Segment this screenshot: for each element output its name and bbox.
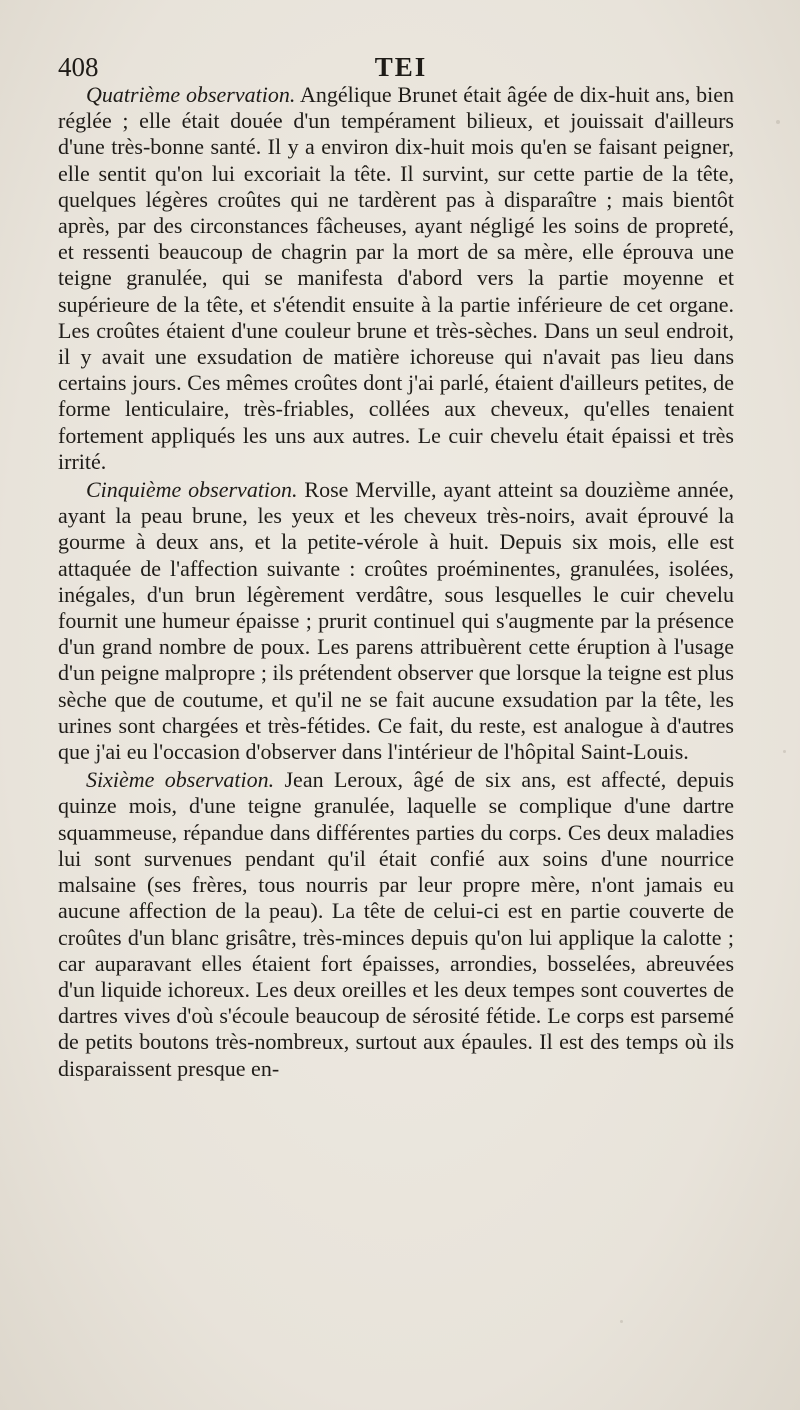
running-head: TEI	[374, 52, 428, 82]
observation-4-paragraph	[58, 82, 734, 475]
page-number: 408	[58, 52, 99, 82]
body-text	[58, 82, 734, 1084]
observation-5-body: Rose Merville, ayant atteint sa douzième année, ayant la peau brune, les yeux et les cheveux très-noirs, avait éprouvé la gourme à deux ans, et la petite-vérole à huit. Depuis six mois, elle est attaquée de l'affection suivante : croûtes proéminentes, granulées, isolées, inégales, d'un brun légèrement verdâtre, sous lesquelles le cuir chevelu fournit une humeur épaisse ; prurit continuel qui s'augmente par la présence d'un grand nombre de poux. Les parens attribuèrent cette éruption à l'usage d'un peigne malpropre ; ils prétendent observer que lorsque la teigne est plus sèche que de coutume, et qu'il ne se fait aucune exsudation par la tête, les urines sont chargées et très-fétides. Ce fait, du reste, est analogue à d'autres que j'ai eu l'occasion d'observer dans l'intérieur de l'hôpital Saint-Louis.	[58, 477, 735, 765]
observation-6-body: Jean Leroux, âgé de six ans, est affecté, depuis quinze mois, d'une teigne granulée, laquelle se complique d'une dartre squammeuse, répandue dans différentes parties du corps. Ces deux maladies lui sont survenues pendant qu'il était confié aux soins d'une nourrice malsaine (ses frères, tous nourris par leur propre mère, n'ont jamais eu aucune affection de la peau). La tête de celui-ci est en partie couverte de croûtes d'un blanc grisâtre, très-minces depuis qu'on lui applique la calotte ; car auparavant elles étaient fort épaisses, arrondies, bosselées, abreuvées d'un liquide ichoreux. Les deux oreilles et les deux tempes sont couvertes de dartres vives d'où s'écoule beaucoup de sérosité fétide. Le corps est parsemé de petits boutons très-nombreux, surtout aux épaules. Il est des temps où ils disparaissent presque en-	[58, 767, 735, 1081]
paper-speck	[783, 750, 786, 753]
observation-6-paragraph	[58, 767, 734, 1081]
observation-4-title: Quatrième observation.	[86, 82, 296, 107]
observation-5-title: Cinquième observation.	[86, 477, 298, 503]
page-header	[58, 52, 744, 86]
observation-6-title: Sixième observation.	[86, 767, 275, 793]
observation-4-body: Angélique Brunet était âgée de dix-huit ans, bien réglée ; elle était douée d'un tempérament bilieux, et jouissait d'ailleurs d'une très-bonne santé. Il y a environ dix-huit mois qu'en se faisant peigner, elle sentit qu'on lui excoriait la tête. Il survint, sur cette partie de la tête, quelques légères croûtes qui ne tardèrent pas à disparaître ; mais bientôt après, par des circonstances fâcheuses, ayant négligé les soins de propreté, et ressenti beaucoup de chagrin par la mort de sa mère, elle éprouva une teigne granulée, qui se manifesta d'abord vers la partie moyenne et supérieure de la tête, et s'étendit ensuite à la partie inférieure de cet organe. Les croûtes étaient d'une couleur brune et très-sèches. Dans un seul endroit, il y avait une exsudation de matière ichoreuse qui n'avait pas lieu dans certains jours. Ces mêmes croûtes dont j'ai parlé, étaient d'ailleurs petites, de forme lenticulaire, très-friables, collées aux cheveux, qu'elles tenaient fortement appliqués les uns aux autres. Le cuir chevelu était épaissi et très irrité.	[58, 82, 735, 474]
paper-speck	[776, 120, 780, 124]
paper-speck	[620, 1320, 623, 1323]
observation-5-paragraph	[58, 477, 734, 765]
